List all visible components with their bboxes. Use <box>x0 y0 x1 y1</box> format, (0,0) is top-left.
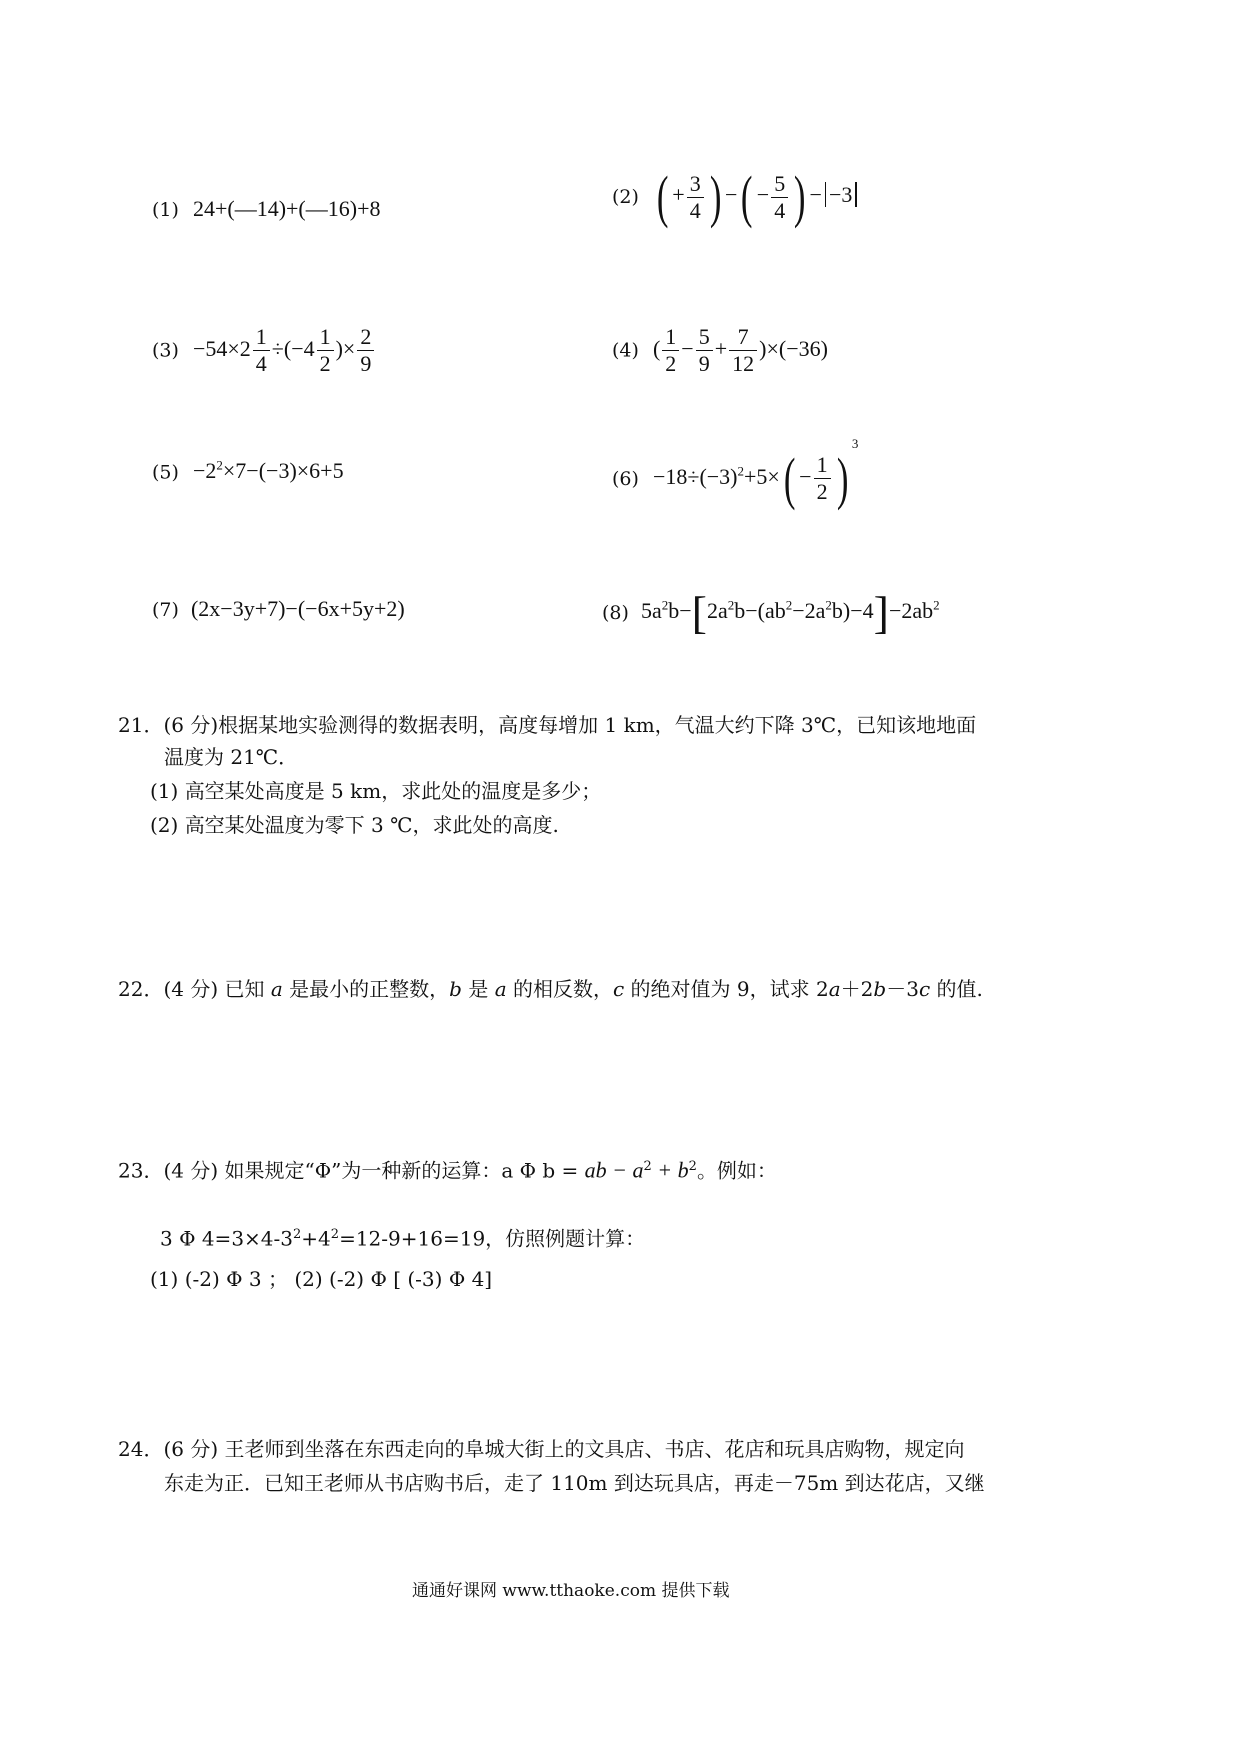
problem-2: (2) ( + $\frac{3}{4}$ ) −( − $\frac{5}{4}$ ) − −3 <box>612 168 857 226</box>
problem-number: (4) <box>612 339 639 362</box>
expression-part: )× <box>335 335 356 361</box>
fraction: $\frac{7}{12}$ <box>729 324 757 377</box>
exponent: 2 <box>737 463 745 479</box>
exponent: 2 <box>330 1227 340 1242</box>
footer-text: 通通好课网 www.tthaoke.com 提供下载 <box>412 1581 730 1601</box>
fraction: $\frac{1}{2}$ <box>662 324 679 377</box>
minus-sign: − <box>756 182 770 208</box>
question-21-part-1: (1) 高空某处高度是 5 km，求此处的温度是多少； <box>150 779 602 803</box>
expression-part: −2 <box>192 458 217 484</box>
text: 23．(4 分) 如果规定“Φ”为一种新的运算：a Φ b = <box>118 1158 585 1183</box>
problem-8: (8) $5a^2b-[2a^2b-(ab^2-2a^2b)-4]-2ab^2$ <box>602 587 940 638</box>
question-21-line-2: 温度为 21℃． <box>164 745 299 769</box>
exponent: 2 <box>785 597 793 613</box>
variable: a <box>270 977 283 1001</box>
expression: (2x−3y+7)−(−6x+5y+2) <box>190 596 405 621</box>
problem-number: (1) <box>152 199 179 221</box>
fraction: $\frac{1}{2}$ <box>317 324 334 377</box>
problem-number: (2) <box>612 186 639 209</box>
question-22 <box>118 972 983 1006</box>
variable: b <box>449 977 462 1001</box>
expression-part: (−3) <box>699 464 738 489</box>
fraction: $\frac{2}{9}$ <box>357 324 374 377</box>
exponent: 2 <box>688 1159 697 1174</box>
problem-3 <box>152 324 376 377</box>
question-23-parts: (1) (-2) Φ 3 ； (2) (-2) Φ [ (-3) Φ 4] <box>150 1267 493 1291</box>
question-21-part-2: (2) 高空某处温度为零下 3 ℃，求此处的高度. <box>150 813 559 837</box>
expression-part: b− <box>668 598 692 624</box>
minus-sign: − <box>681 335 694 361</box>
expression-part: −2a <box>792 598 826 624</box>
variable: a <box>494 977 507 1001</box>
question-21-line-1: 21．(6 分)根据某地实验测得的数据表明，高度每增加 1 km，气温大约下降 3℃，已知该地地面 <box>118 713 977 737</box>
exponent: 2 <box>661 597 669 613</box>
paren: ( <box>652 335 661 361</box>
problem-1 <box>152 196 381 222</box>
text: +4 <box>301 1226 331 1251</box>
exponent: 2 <box>293 1227 302 1242</box>
fraction: $\frac{3}{4}$ <box>687 171 704 224</box>
minus-sign: − <box>725 182 738 208</box>
problem-6: $(6) -18\div(-3)^2+5\times$( − $\frac{1}{2}$ )$^3$ <box>612 436 859 511</box>
problem-5 <box>152 458 344 484</box>
problem-number: (6) <box>612 468 639 490</box>
expression-part: −2ab <box>888 598 934 624</box>
text: ＋2 <box>840 977 874 1001</box>
definition-part: ab <box>584 1157 607 1183</box>
expression-part: 2a <box>706 598 728 624</box>
fraction: $\frac{1}{4}$ <box>253 324 270 377</box>
question-24-line-1: 24．(6 分) 王老师到坐落在东西走向的阜城大街上的文具店、书店、花店和玩具店购物，规定向 <box>118 1437 965 1461</box>
text: 22．(4 分) 已知 <box>118 977 271 1001</box>
expression-part: 5a <box>640 598 662 624</box>
question-23-example <box>160 1218 645 1256</box>
problem-7 <box>152 596 405 622</box>
exponent: 2 <box>643 1159 652 1174</box>
fraction: $\frac{5}{4}$ <box>771 171 788 224</box>
absolute-value: −3 <box>825 182 857 207</box>
question-23-line-1 <box>118 1150 777 1188</box>
text: 的绝对值为 9，试求 2 <box>624 977 829 1001</box>
problem-number: (5) <box>152 461 179 484</box>
exponent: 2 <box>216 458 223 473</box>
expression-part: −18÷ <box>652 464 700 489</box>
text: －3 <box>886 977 919 1001</box>
expression-part: b−(ab <box>734 598 786 624</box>
variable: a <box>828 977 841 1001</box>
minus-sign: − <box>809 182 822 208</box>
variable: c <box>918 977 931 1001</box>
plus-sign: + <box>714 335 728 361</box>
text: 的相反数， <box>506 977 613 1001</box>
problem-number: (3) <box>152 339 179 362</box>
definition-part: − a <box>606 1157 644 1183</box>
exponent: 3 <box>851 436 859 451</box>
expression-part: ÷(−4 <box>271 335 315 361</box>
expression-part: ×7−(−3)×6+5 <box>222 458 344 484</box>
expression: 24+(—14)+(—16)+8 <box>192 196 381 221</box>
exponent: 2 <box>727 597 735 613</box>
variable: b <box>873 977 887 1001</box>
exponent: 2 <box>825 597 832 613</box>
question-24-line-2: 东走为正．已知王老师从书店购书后，走了 110m 到达玩具店，再走－75m 到达花店，又继 <box>164 1471 985 1495</box>
problem-number: (7) <box>152 599 179 621</box>
text: 3 Φ 4=3×4-3 <box>160 1226 294 1251</box>
expression-part: b)−4 <box>831 598 874 624</box>
definition-part: + b <box>651 1157 689 1183</box>
expression-part: −54×2 <box>192 335 251 361</box>
text: =12-9+16=19，仿照例题计算： <box>339 1226 646 1251</box>
problem-number: (8) <box>602 602 629 625</box>
text: 的值. <box>930 977 983 1001</box>
problem-4 <box>612 324 828 377</box>
exponent: 2 <box>933 597 940 613</box>
text: 是最小的正整数， <box>282 977 450 1001</box>
variable: c <box>612 977 625 1001</box>
text: 。例如： <box>696 1158 777 1183</box>
expression-part: )×(−36) <box>759 335 828 361</box>
minus-sign: − <box>799 464 812 489</box>
fraction: $\frac{1}{2}$ <box>814 452 831 505</box>
fraction: $\frac{5}{9}$ <box>696 324 713 377</box>
text: 是 <box>461 977 495 1001</box>
plus-sign: + <box>672 182 685 208</box>
expression-part: +5× <box>744 464 780 489</box>
